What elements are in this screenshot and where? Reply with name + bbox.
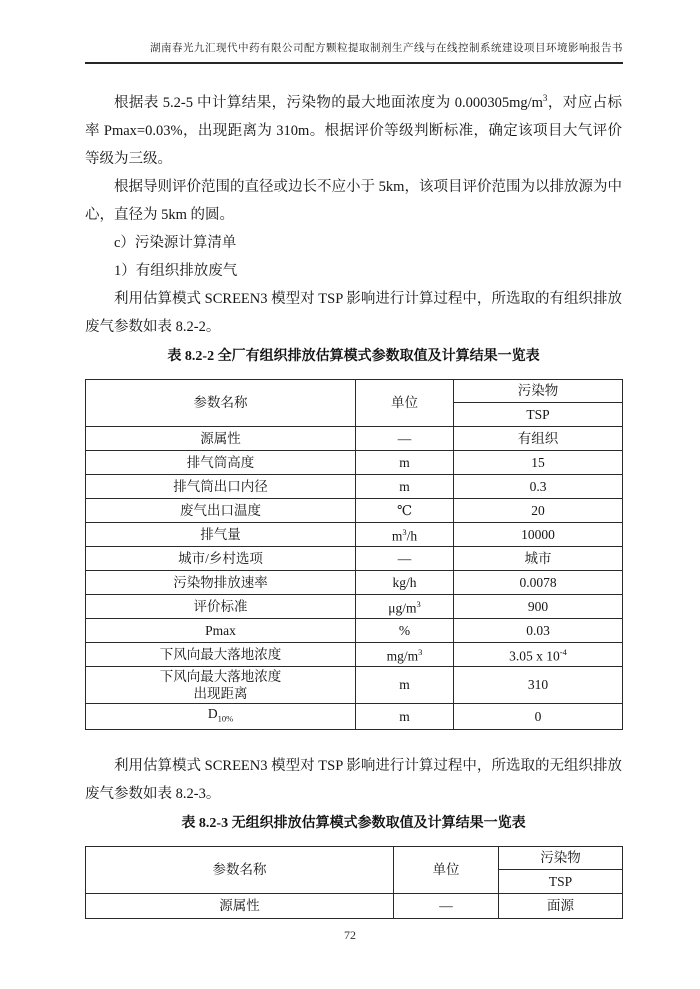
table-row [86, 546, 623, 570]
table-row [86, 594, 623, 618]
superscript: 3 [418, 647, 423, 658]
superscript: 3 [416, 599, 421, 610]
table-row [86, 474, 623, 498]
unit-text: mg/m [386, 648, 419, 664]
page-header [85, 40, 623, 64]
unit-text: /h [406, 528, 418, 544]
param-line2: 出现距离 [193, 685, 248, 701]
paragraph-text: ，对应占标率 Pmax=0.03%，出现距离为 310m。根据评价等级判断标准，确定该项目大气评价等级为三级。 [85, 94, 622, 167]
cell-unit: m [356, 703, 454, 729]
cell-value [454, 642, 623, 666]
table-row [86, 893, 623, 918]
cell-unit: m [356, 666, 454, 703]
table-row [86, 570, 623, 594]
table-fugitive-emission [85, 846, 623, 919]
unit-text: m [391, 528, 403, 544]
cell-param: 源属性 [86, 426, 356, 450]
cell-unit: — [356, 546, 454, 570]
cell-param: 排气量 [86, 522, 356, 546]
list-item-c: c）污染源计算清单 [114, 234, 237, 251]
cell-unit: — [356, 426, 454, 450]
cell-param [86, 666, 356, 703]
cell-value: 0.03 [454, 618, 623, 642]
paragraph-evaluation-range: 根据导则评价范围的直径或边长不应小于 5km，该项目评价范围为以排放源为中心，直径为 5km 的圆。 [85, 178, 622, 223]
cell-value: 10000 [454, 522, 623, 546]
paragraph-organized-emission: 利用估算模式 SCREEN3 模型对 TSP 影响进行计算过程中，所选取的有组织排放废气参数如表 8.2-2。 [85, 290, 622, 335]
cell-param: 城市/乡村选项 [86, 546, 356, 570]
table-row [86, 618, 623, 642]
cell-value: 0 [454, 703, 623, 729]
header-pollutant-group: 污染物 [454, 379, 623, 402]
cell-value: 面源 [499, 893, 623, 918]
cell-unit: kg/h [356, 570, 454, 594]
header-pollutant-group: 污染物 [499, 846, 623, 869]
header-unit: 单位 [394, 846, 499, 893]
page-number: 72 [344, 928, 356, 942]
header-param: 参数名称 [86, 846, 394, 893]
table-row [86, 642, 623, 666]
cell-value: 20 [454, 498, 623, 522]
cell-param: 源属性 [86, 893, 394, 918]
cell-unit: m [356, 450, 454, 474]
list-item-1: 1）有组织排放废气 [114, 262, 238, 279]
table-row [86, 666, 623, 703]
table-row [86, 703, 623, 729]
param-line1: 下风向最大落地浓度 [159, 668, 282, 684]
table-row [86, 522, 623, 546]
cell-unit: % [356, 618, 454, 642]
cell-param: Pmax [86, 618, 356, 642]
cell-value: 900 [454, 594, 623, 618]
table-row [86, 450, 623, 474]
cell-param: 污染物排放速率 [86, 570, 356, 594]
cell-unit: m [356, 474, 454, 498]
page-content [85, 84, 622, 919]
header-pollutant: TSP [454, 402, 623, 426]
cell-param [86, 703, 356, 729]
paragraph-text: 根据表 5.2-5 中计算结果，污染物的最大地面浓度为 0.000305mg/m [114, 94, 543, 111]
cell-value: 15 [454, 450, 623, 474]
cell-value: 310 [454, 666, 623, 703]
cell-unit [356, 522, 454, 546]
cell-value: 0.0078 [454, 570, 623, 594]
table-row [86, 426, 623, 450]
unit-text: μg/m [388, 600, 417, 616]
cell-param: 废气出口温度 [86, 498, 356, 522]
param-text: D [207, 705, 218, 721]
superscript: -4 [559, 647, 567, 658]
cell-unit [356, 594, 454, 618]
subscript: 10% [217, 713, 234, 724]
header-unit: 单位 [356, 379, 454, 426]
superscript: 3 [542, 93, 548, 103]
header-pollutant: TSP [499, 869, 623, 893]
table-header-row [86, 846, 623, 869]
table2-caption: 表 8.2-3 无组织排放估算模式参数取值及计算结果一览表 [181, 815, 526, 831]
paragraph-fugitive-emission: 利用估算模式 SCREEN3 模型对 TSP 影响进行计算过程中，所选取的无组织排放废气参数如表 8.2-3。 [85, 757, 622, 802]
cell-value: 城市 [454, 546, 623, 570]
cell-value: 有组织 [454, 426, 623, 450]
report-title: 湖南春光九汇现代中药有限公司配方颗粒提取制剂生产线与在线控制系统建设项目环境影响报告书 [150, 43, 623, 54]
table-header-row [86, 379, 623, 402]
cell-param: 排气筒高度 [86, 450, 356, 474]
header-param: 参数名称 [86, 379, 356, 426]
cell-param: 评价标准 [86, 594, 356, 618]
cell-unit [356, 642, 454, 666]
table-row [86, 498, 623, 522]
cell-unit: — [394, 893, 499, 918]
cell-param: 下风向最大落地浓度 [86, 642, 356, 666]
cell-param: 排气筒出口内径 [86, 474, 356, 498]
cell-value: 0.3 [454, 474, 623, 498]
table1-caption: 表 8.2-2 全厂有组织排放估算模式参数取值及计算结果一览表 [167, 348, 540, 364]
value-text: 3.05 x 10 [509, 648, 560, 664]
cell-unit: ℃ [356, 498, 454, 522]
paragraph-max-concentration [85, 84, 622, 173]
table-organized-emission [85, 379, 623, 730]
superscript: 3 [402, 527, 407, 538]
